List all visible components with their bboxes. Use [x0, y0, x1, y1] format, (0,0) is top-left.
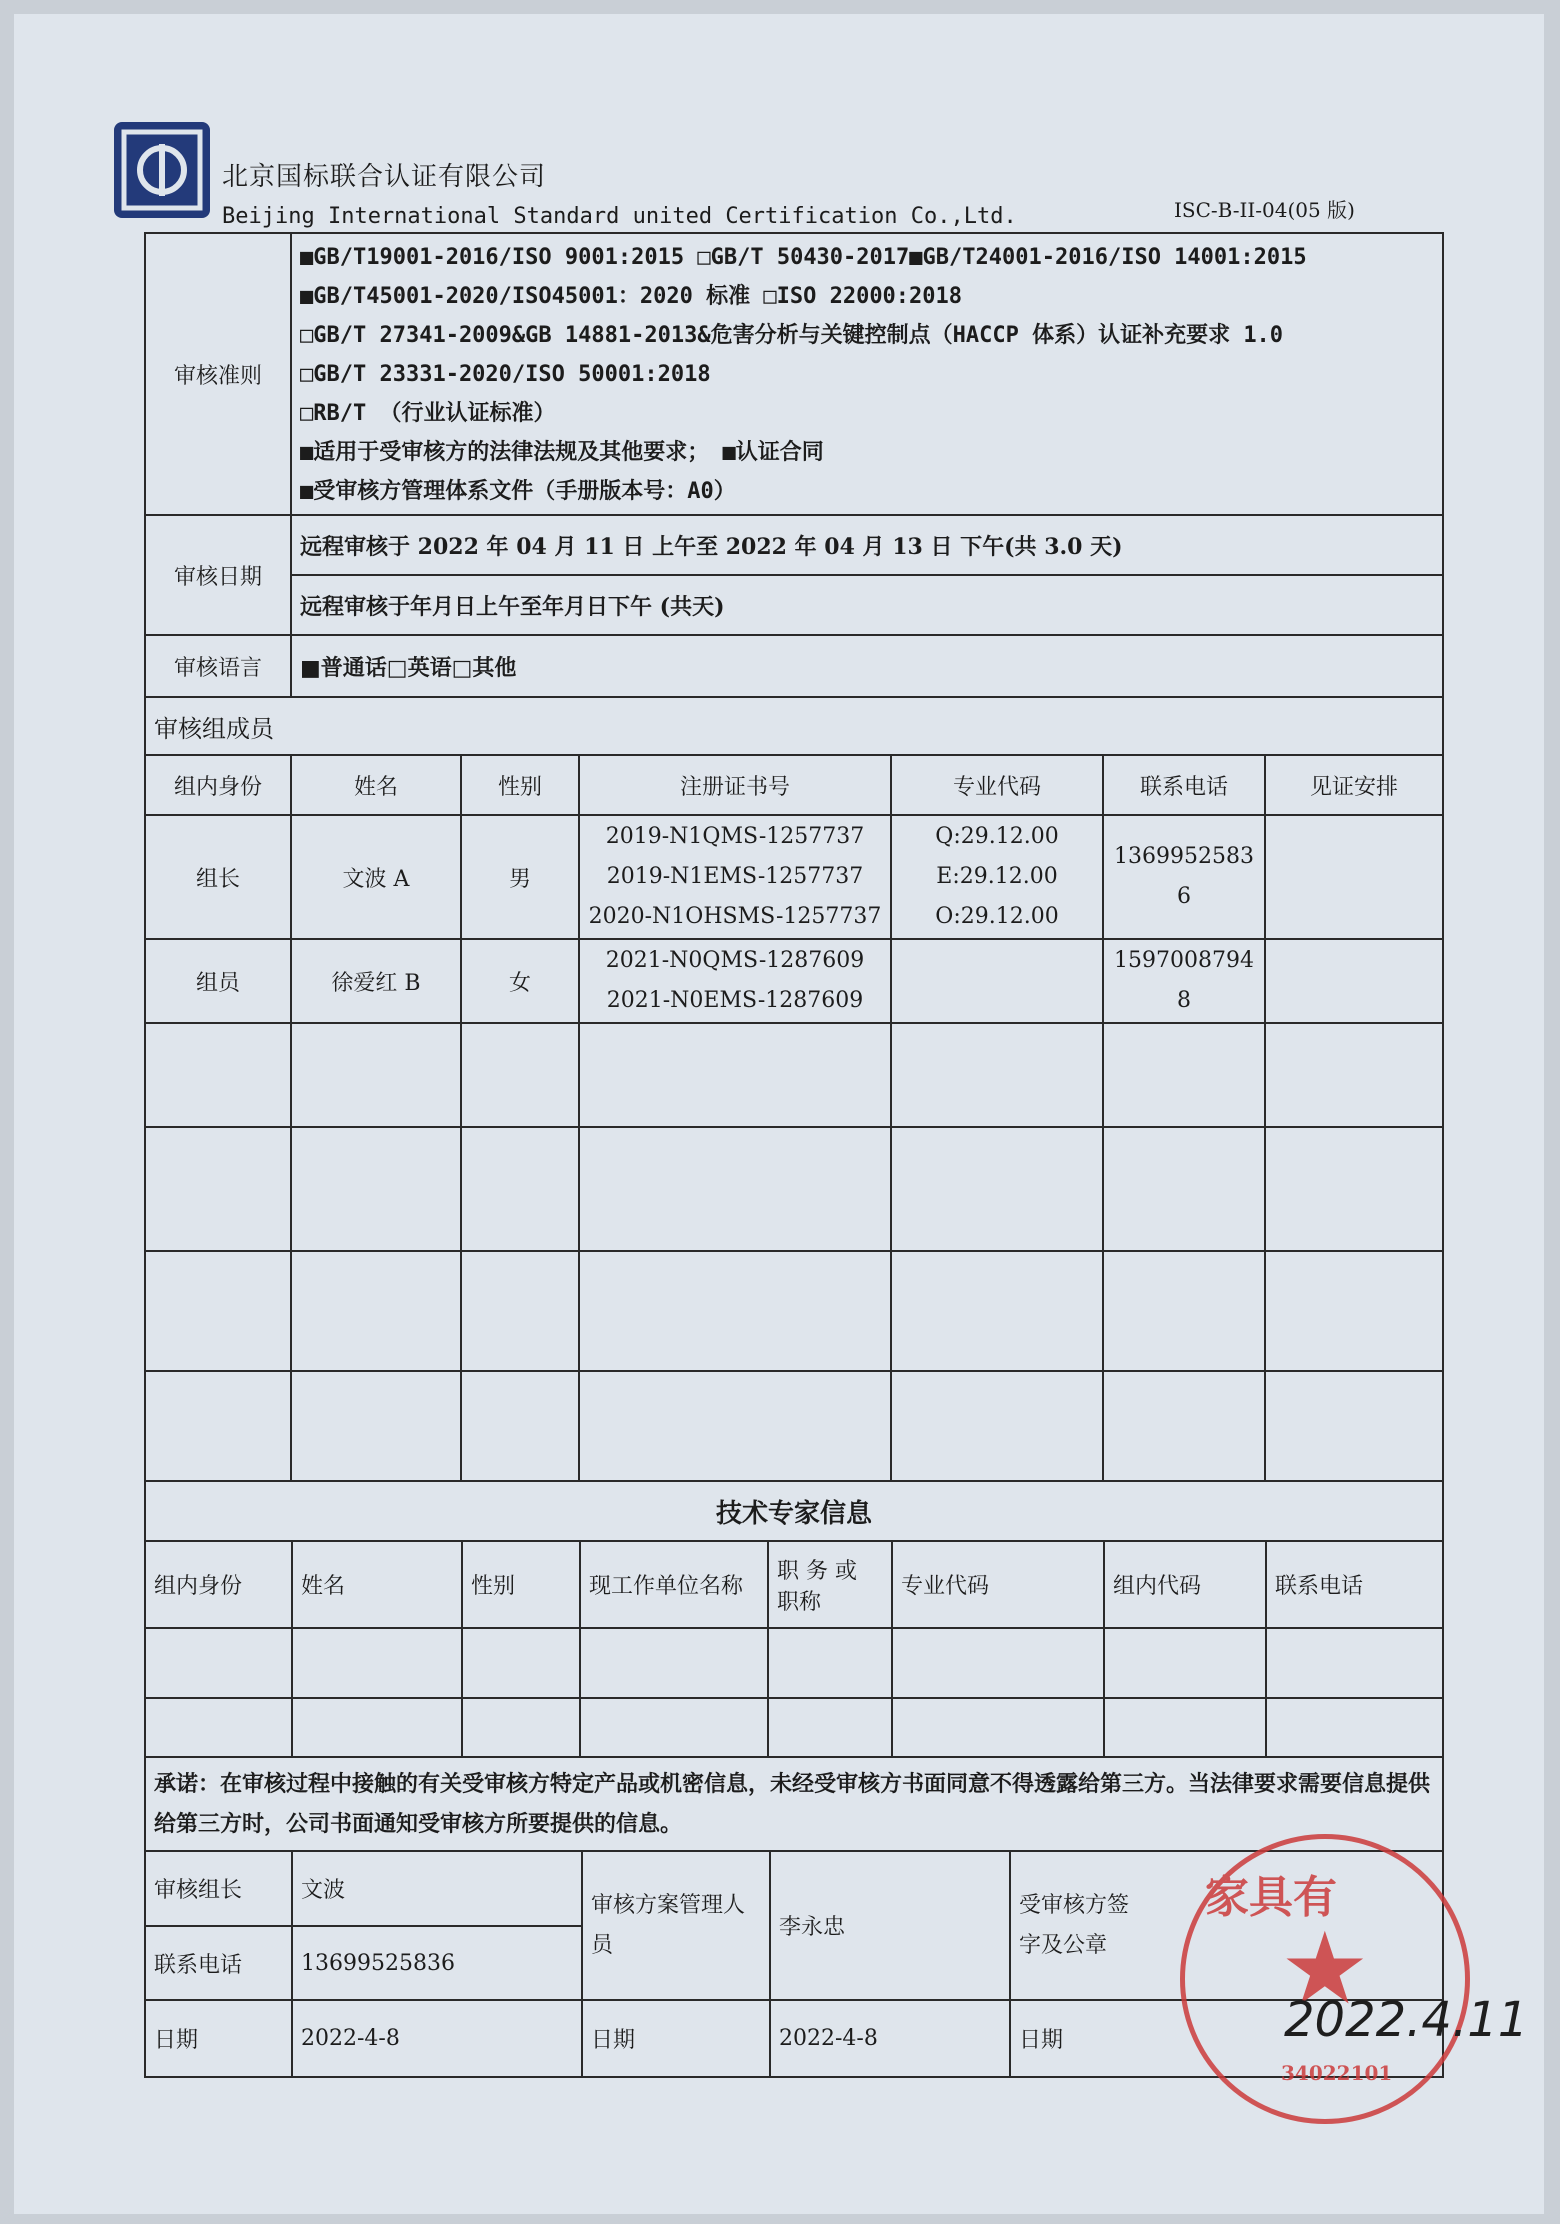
signoff-date-label-1: 日期	[146, 2000, 292, 2076]
signoff-date-value-2: 2022-4-8	[770, 2000, 1010, 2076]
experts-title: 技术专家信息	[145, 1481, 1443, 1541]
experts-header-gender: 性别	[462, 1542, 580, 1628]
leader-name: 文波 A	[291, 815, 461, 939]
leader-code: O:29.12.00	[935, 904, 1059, 929]
language-value: ■普通话□英语□其他	[291, 635, 1443, 697]
experts-table-row	[145, 1541, 1443, 1757]
leader-phone-part: 6	[1177, 884, 1191, 909]
audit-date-line-1: 远程审核于 2022 年 04 月 11 日 上午至 2022 年 04 月 13 日 下午(共 3.0 天)	[291, 515, 1443, 575]
team-header-witness: 见证安排	[1265, 755, 1443, 815]
member-cert: 2021-N0EMS-1287609	[606, 988, 864, 1013]
language-label: 审核语言	[145, 635, 291, 697]
leader-cert: 2019-N1EMS-1257737	[606, 864, 864, 889]
team-member-row	[145, 939, 1443, 1023]
audit-date-line-2: 远程审核于年月日上午至年月日下午 (共天)	[291, 575, 1443, 635]
experts-empty-row	[146, 1698, 1444, 1756]
criteria-row	[145, 233, 1443, 515]
team-label-row	[145, 697, 1443, 755]
company-seal-stamp	[1180, 1834, 1470, 2124]
criteria-line: ■受审核方管理体系文件（手册版本号：A0）	[300, 478, 736, 504]
member-phone-part: 8	[1177, 988, 1191, 1013]
empty-team-row	[145, 1023, 1443, 1127]
audit-date-label: 审核日期	[145, 515, 291, 635]
leader-codes	[891, 815, 1103, 939]
signoff-date-value-1: 2022-4-8	[292, 2000, 582, 2076]
experts-table-cell	[145, 1541, 1443, 1757]
commitment-text: 承诺：在审核过程中接触的有关受审核方特定产品或机密信息，未经受审核方书面同意不得透露给第三方。当法律要求需要信息提供给第三方时，公司书面通知受审核方所要提供的信息。	[145, 1757, 1443, 1851]
member-code	[891, 939, 1103, 1023]
document-code: ISC-B-II-04(05 版)	[1174, 198, 1355, 222]
experts-table	[146, 1542, 1444, 1756]
team-header-phone: 联系电话	[1103, 755, 1265, 815]
team-header-code: 专业代码	[891, 755, 1103, 815]
signoff-auditee-label: 受审核方签字及公章	[1010, 1852, 1444, 2000]
signoff-date-label-2: 日期	[582, 2000, 770, 2076]
team-header-row	[145, 755, 1443, 815]
team-header-name: 姓名	[291, 755, 461, 815]
member-phone	[1103, 939, 1265, 1023]
team-leader-row	[145, 815, 1443, 939]
leader-gender: 男	[461, 815, 579, 939]
experts-header-title: 职 务 或 职称	[768, 1542, 892, 1628]
member-gender: 女	[461, 939, 579, 1023]
criteria-line: □GB/T 27341-2009&GB 14881-2013&危害分析与关键控制点（HACCP 体系）认证补充要求 1.0	[300, 322, 1284, 348]
leader-cert: 2020-N1OHSMS-1257737	[588, 904, 882, 929]
signoff-leader-value: 文波	[292, 1852, 582, 1926]
empty-team-row	[145, 1251, 1443, 1371]
experts-header-employer: 现工作单位名称	[580, 1542, 768, 1628]
team-header-role: 组内身份	[145, 755, 291, 815]
experts-header-row	[146, 1542, 1444, 1628]
commitment-row	[145, 1757, 1443, 1851]
language-row	[145, 635, 1443, 697]
criteria-label: 审核准则	[145, 233, 291, 515]
experts-empty-row	[146, 1628, 1444, 1698]
signoff-plan-value: 李永忠	[770, 1852, 1010, 2000]
signoff-phone-value: 13699525836	[292, 1926, 582, 2000]
empty-team-row	[145, 1371, 1443, 1481]
document-page	[14, 14, 1544, 2214]
criteria-line: □GB/T 23331-2020/ISO 50001:2018	[300, 361, 711, 387]
audit-date-row-2	[145, 575, 1443, 635]
member-role: 组员	[145, 939, 291, 1023]
leader-phone	[1103, 815, 1265, 939]
experts-header-code: 专业代码	[892, 1542, 1104, 1628]
criteria-line: ■GB/T19001-2016/ISO 9001:2015 □GB/T 50430-2017■GB/T24001-2016/ISO 14001:2015	[300, 244, 1307, 270]
leader-code: Q:29.12.00	[935, 824, 1059, 849]
company-name-en: Beijing International Standard united Certification Co.,Ltd.	[222, 204, 1017, 229]
handwritten-sign-date: 2022.4.11	[1284, 1992, 1529, 2048]
experts-header-name: 姓名	[292, 1542, 462, 1628]
leader-cert: 2019-N1QMS-1257737	[605, 824, 865, 849]
criteria-line: ■适用于受审核方的法律法规及其他要求； ■认证合同	[300, 439, 824, 465]
member-cert: 2021-N0QMS-1287609	[605, 948, 865, 973]
leader-code: E:29.12.00	[936, 864, 1058, 889]
criteria-list	[291, 233, 1443, 515]
criteria-line: □RB/T （行业认证标准）	[300, 400, 556, 426]
member-name: 徐爱红 B	[291, 939, 461, 1023]
member-phone-part: 1597008794	[1114, 948, 1254, 973]
leader-witness	[1265, 815, 1443, 939]
stamp-star-icon: ★	[1280, 1910, 1370, 2027]
company-logo-icon	[114, 122, 210, 218]
empty-team-row	[145, 1127, 1443, 1251]
member-certs	[579, 939, 891, 1023]
audit-plan-table	[144, 232, 1444, 2078]
experts-header-role: 组内身份	[146, 1542, 292, 1628]
criteria-line: ■GB/T45001-2020/ISO45001：2020 标准 □ISO 22000:2018	[300, 283, 963, 309]
signoff-phone-label: 联系电话	[146, 1926, 292, 2000]
stamp-text: 家具有	[1205, 1872, 1337, 1923]
audit-date-row-1	[145, 515, 1443, 575]
team-header-cert: 注册证书号	[579, 755, 891, 815]
signoff-leader-label: 审核组长	[146, 1852, 292, 1926]
member-witness	[1265, 939, 1443, 1023]
signoff-date-label-3: 日期	[1010, 2000, 1444, 2076]
team-label: 审核组成员	[145, 697, 1443, 755]
experts-header-phone: 联系电话	[1266, 1542, 1444, 1628]
experts-header-group-code: 组内代码	[1104, 1542, 1266, 1628]
experts-title-row	[145, 1481, 1443, 1541]
stamp-code: 34022101	[1281, 2061, 1393, 2085]
signoff-plan-label: 审核方案管理人员	[582, 1852, 770, 2000]
team-header-gender: 性别	[461, 755, 579, 815]
leader-certs	[579, 815, 891, 939]
leader-role: 组长	[145, 815, 291, 939]
leader-phone-part: 1369952583	[1114, 844, 1254, 869]
company-name-cn: 北京国标联合认证有限公司	[222, 162, 547, 192]
